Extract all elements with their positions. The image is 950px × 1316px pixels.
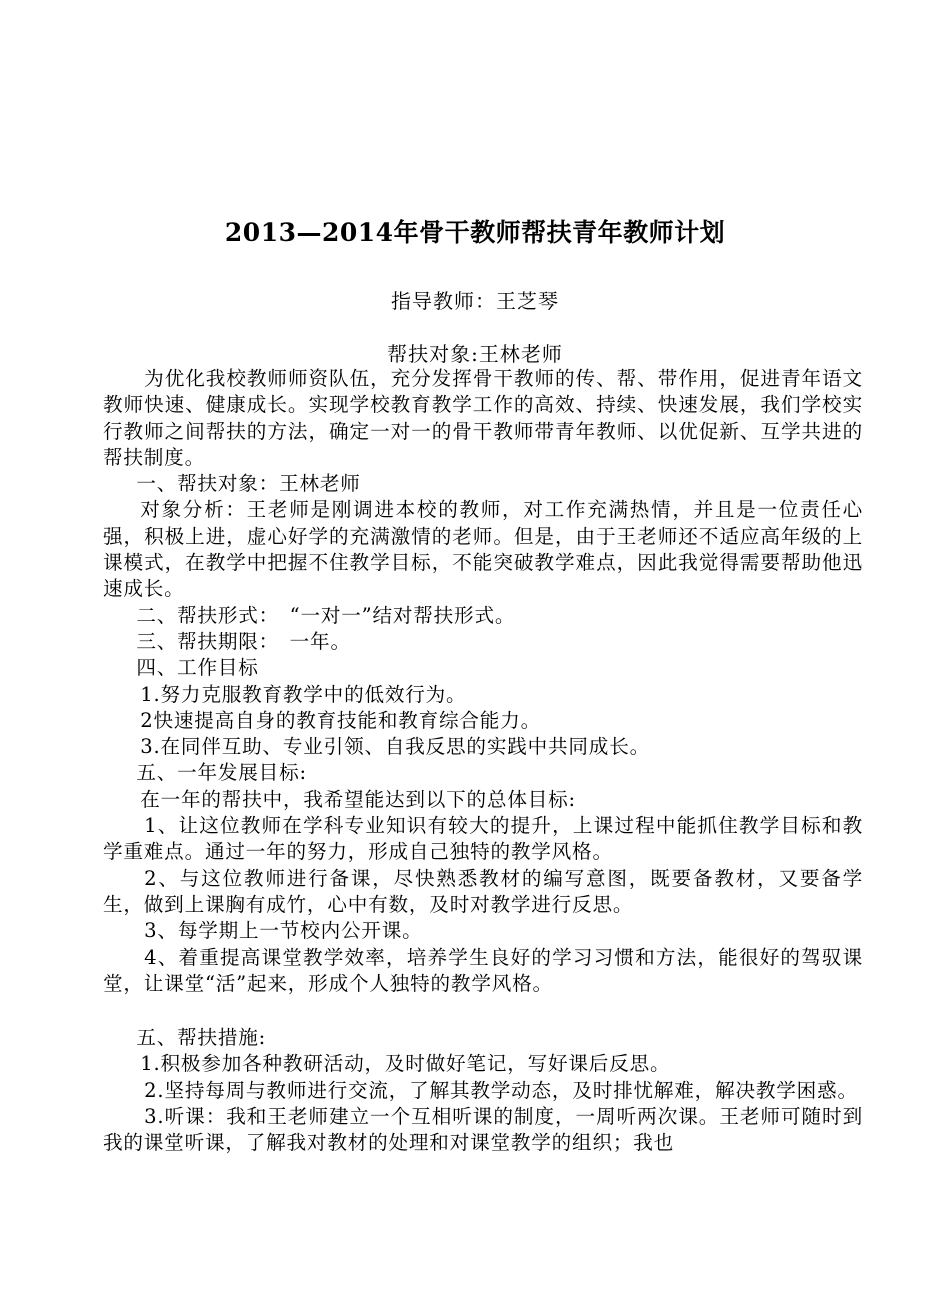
annual-goal-item: 3、每学期上一节校内公开课。 bbox=[144, 919, 423, 943]
annual-goal-item: 1、让这位教师在学科专业知识有较大的提升，上课过程中能抓住教学目标和教学重难点。通过一年的努力，形成自己独特的教学风格。 bbox=[103, 814, 863, 864]
annual-goal-item: 2、与这位教师进行备课，尽快熟悉教材的编写意图，既要备教材，又要备学生，做到上课胸有成竹，心中有数，及时对教学进行反思。 bbox=[103, 866, 863, 916]
section-heading-form: 二、帮扶形式： “一对一”结对帮扶形式。 bbox=[136, 603, 516, 627]
section-heading-annual-goals: 五、一年发展目标: bbox=[136, 761, 307, 785]
measure-item: 3.听课：我和王老师建立一个互相听课的制度，一周听两次课。王老师可随时到我的课堂听课，了解我对教材的处理和对课堂教学的组织；我也 bbox=[103, 1105, 863, 1155]
target-line: 帮扶对象:王林老师 bbox=[387, 342, 563, 366]
document-title: 2013—2014年骨干教师帮扶青年教师计划 bbox=[224, 218, 726, 247]
measure-item: 2.坚持每周与教师进行交流，了解其教学动态，及时排忧解难，解决教学困惑。 bbox=[144, 1078, 858, 1102]
section-heading-measures: 五、帮扶措施: bbox=[136, 1026, 267, 1050]
annual-goals-intro: 在一年的帮扶中，我希望能达到以下的总体目标: bbox=[140, 787, 576, 811]
intro-paragraph: 为优化我校教师师资队伍，充分发挥骨干教师的传、帮、带作用，促进青年语文教师快速、健康成长。实现学校教育教学工作的高效、持续、快速发展，我们学校实行教师之间帮扶的方法，确定一对一的骨干教师带青年教师、以优促新、互学共进的帮扶制度。 bbox=[103, 367, 863, 469]
instructor-line: 指导教师：王芝琴 bbox=[391, 289, 559, 313]
section-heading-target: 一、帮扶对象：王林老师 bbox=[136, 472, 361, 496]
section-heading-goals: 四、工作目标 bbox=[136, 656, 259, 680]
goal-item: 3.在同伴互助、专业引领、自我反思的实践中共同成长。 bbox=[140, 735, 650, 759]
target-analysis-paragraph: 对象分析：王老师是刚调进本校的教师，对工作充满热情，并且是一位责任心强，积极上进，虚心好学的充满激情的老师。但是，由于王老师还不适应高年级的上课模式，在教学中把握不住教学目标，不能突破教学难点，因此我觉得需要帮助他迅速成长。 bbox=[103, 498, 863, 601]
document-body bbox=[103, 366, 863, 1157]
goal-item: 1.努力克服教育教学中的低效行为。 bbox=[140, 682, 467, 706]
goal-item: 2快速提高自身的教育技能和教育综合能力。 bbox=[140, 708, 541, 732]
annual-goal-item: 4、着重提高课堂教学效率，培养学生良好的学习习惯和方法，能很好的驾驭课堂，让课堂“活”起来，形成个人独特的教学风格。 bbox=[103, 945, 863, 995]
section-heading-period: 三、帮扶期限： 一年。 bbox=[136, 629, 351, 653]
measure-item: 1.积极参加各种教研活动，及时做好笔记，写好课后反思。 bbox=[140, 1052, 671, 1076]
blank-line bbox=[103, 997, 863, 1025]
